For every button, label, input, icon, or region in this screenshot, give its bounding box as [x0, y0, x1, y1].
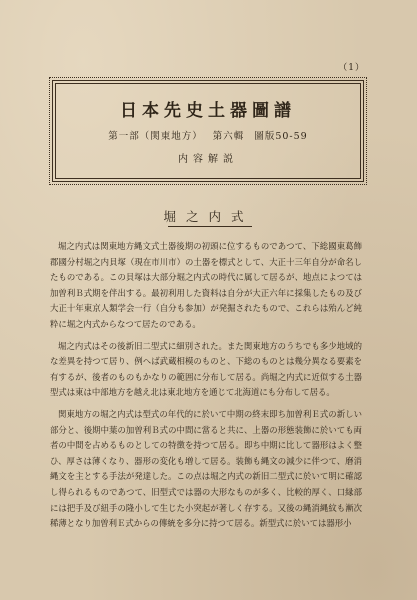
title-frame [52, 80, 364, 182]
series-title: 日本先史土器圖譜 [120, 101, 296, 121]
plates-label: 圖版50-59 [254, 131, 308, 142]
paragraph: 堀之内式は関東地方縄文式土器後期の初頭に位するものであつて、下総國東葛飾郡國分村堀之内貝塚（現在市川市）の土器を標式として、大正十三年自分が命名したものである。この貝塚は大部分堀之内式の時代に属して居るが、地点によつては加曽利Ｂ式期を伴出する。最初利用した資料は自分が大正六年に採集したもの及び大正十年東京人類学会一行（自分も参加）が発掘されたもので、これらは殆んど純粋に堀之内式からなつて居たのである。 [50, 241, 362, 329]
heading-underline [168, 226, 252, 227]
part-label: 第一部（関東地方） [108, 131, 203, 142]
page-number: （1） [338, 63, 365, 73]
body-text [50, 239, 362, 538]
subtitle-line [56, 128, 360, 142]
document-type: 内容解説 [178, 154, 238, 165]
volume-label: 第六輯 [212, 131, 245, 142]
section-heading: 堀之内式 [163, 209, 254, 224]
paragraph: 関東地方の堀之内式は型式の年代的に於いて中期の終末即ち加曽利Ｅ式の新しい部分と、後期中葉の加曽利Ｂ式の中間に當ると共に、上器の形態装飾に於いても両者の中間を占めるものとしての特徴を持つて居る。即ち中期に比して器形はよく整ひ、厚さは薄くなり、器形の変化も増して居る。装飾も縄文の減少に伴つて、磨消縄文を主とする手法が発達した。この点は堀之内式の新旧二型式に於いて明に確認し得られるものであつて、旧型式では器の大形なものが多く、比較的厚く、口縁部には把手及び紐手の隆小して生じた小突起が著しく存する。又後の縄消縄紋も漸次稀薄となり加曽利Ｅ式からの傳統を多分に持つて居る。新型式に於いては器形小 [50, 408, 362, 529]
paragraph: 堀之内式はその後新旧二型式に細別された。また関東地方のうちでも多少地域的な差異を持つて居り、例へば武蔵相模のものと、下総のものとは幾分異なる要素を有するが、後者のものもかなりの範囲に分布して居る。尚堀之内式に近似する土器型式は東は中部地方を越え北は東北地方を通じて北海道にも分布して居る。 [50, 340, 362, 398]
